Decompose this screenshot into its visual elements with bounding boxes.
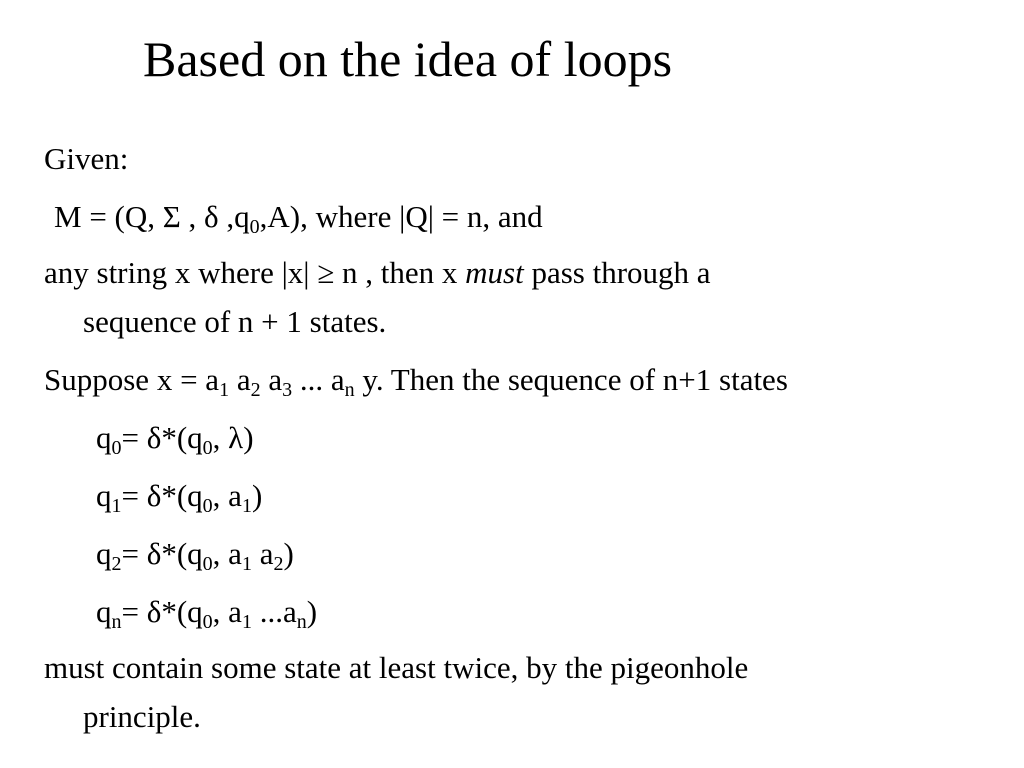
eqn-a1: , a <box>212 594 242 629</box>
eqn-end: ) <box>306 594 318 629</box>
suppose-text-4: ... a <box>292 362 345 397</box>
eqn-q: q <box>96 594 112 629</box>
any-string-text-a: any string x where |x| ≥ n , then x <box>44 255 466 290</box>
eq1-a1: , a <box>212 478 242 513</box>
eq2-a1-sub: 1 <box>241 553 252 575</box>
must-emphasis: must <box>465 255 524 290</box>
eq1-q-sub: 1 <box>111 495 122 517</box>
eqn-an: ...a <box>251 594 297 629</box>
suppose-text-2: a <box>229 362 251 397</box>
eq0-q0-sub: 0 <box>202 437 213 459</box>
suppose-sub-1: 1 <box>219 379 230 401</box>
eq2-q0-sub: 0 <box>202 553 213 575</box>
eq0-mid: = δ*(q <box>121 420 203 455</box>
suppose-text-3: a <box>260 362 283 397</box>
any-string-text-b: pass through a <box>523 255 711 290</box>
eq2-q-sub: 2 <box>111 553 122 575</box>
suppose-text-5: y. Then the sequence of n+1 states <box>354 362 788 397</box>
eq2-a2-sub: 2 <box>273 553 284 575</box>
conclusion-line-1: must contain some state at least twice, by the pigeonhole <box>44 650 749 685</box>
eq2-mid: = δ*(q <box>121 536 203 571</box>
eq2-end: ) <box>283 536 294 571</box>
suppose-sub-3: 3 <box>282 379 293 401</box>
machine-q-subscript: 0 <box>249 216 260 238</box>
machine-close: ,A), where |Q| = n, and <box>259 199 543 234</box>
eq1-a1-sub: 1 <box>241 495 252 517</box>
eq2-a2: a <box>251 536 274 571</box>
machine-definition <box>54 199 543 238</box>
machine-open: M = (Q, Σ , δ ,q <box>54 199 250 234</box>
equation-q2 <box>96 536 294 575</box>
any-string-line-2: sequence of n + 1 states. <box>83 304 387 339</box>
eq0-q-sub: 0 <box>111 437 122 459</box>
suppose-line <box>44 362 788 401</box>
eq2-a1: , a <box>212 536 242 571</box>
eqn-mid: = δ*(q <box>121 594 203 629</box>
conclusion-line-2: principle. <box>83 699 201 734</box>
eq2-q: q <box>96 536 112 571</box>
eq1-end: ) <box>251 478 263 513</box>
suppose-sub-n: n <box>344 379 355 401</box>
eqn-q-sub: n <box>111 611 122 633</box>
slide-title: Based on the idea of loops <box>143 31 673 87</box>
equation-q0 <box>96 420 254 459</box>
equation-qn <box>96 594 318 633</box>
eq0-q: q <box>96 420 112 455</box>
eq1-q: q <box>96 478 112 513</box>
eqn-a1-sub: 1 <box>241 611 252 633</box>
equation-q1 <box>96 478 263 517</box>
eqn-q0-sub: 0 <box>202 611 213 633</box>
eq0-end: , λ) <box>212 420 254 455</box>
eq1-q0-sub: 0 <box>202 495 213 517</box>
suppose-sub-2: 2 <box>250 379 261 401</box>
any-string-line-1 <box>44 257 711 288</box>
suppose-text-1: Suppose x = a <box>44 362 220 397</box>
eqn-an-sub: n <box>296 611 307 633</box>
given-label: Given: <box>44 141 129 176</box>
eq1-mid: = δ*(q <box>121 478 203 513</box>
